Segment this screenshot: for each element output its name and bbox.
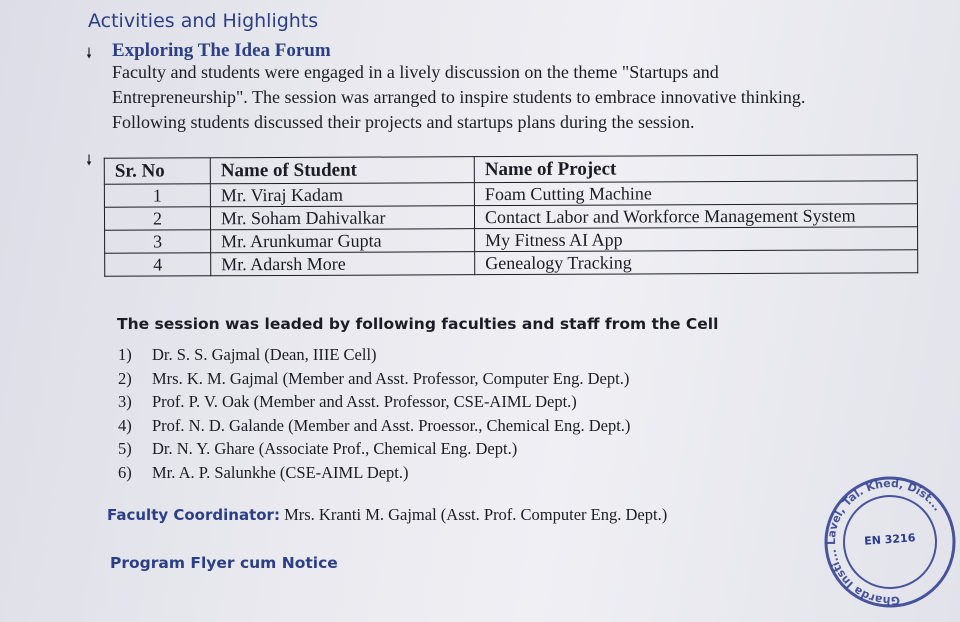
faculty-coordinator: Faculty Coordinator: Mrs. Kranti M. Gajmal (Asst. Prof. Computer Eng. Dept.) — [107, 505, 668, 524]
list-item — [118, 390, 630, 414]
cell-student: Mr. Soham Dahivalkar — [210, 206, 474, 230]
list-number: 2) — [118, 368, 132, 388]
table-header-row — [104, 155, 917, 185]
coordinator-value: Mrs. Kranti M. Gajmal (Asst. Prof. Computer Eng. Dept.) — [284, 505, 668, 524]
table-row — [105, 250, 918, 277]
faculty-entry: Prof. P. V. Oak (Member and Asst. Professor, CSE-AIML Dept.) — [152, 392, 577, 411]
faculty-entry: Prof. N. D. Galande (Member and Asst. Proessor., Chemical Eng. Dept.) — [152, 415, 631, 435]
subheading: Exploring The Idea Forum — [112, 40, 331, 61]
paragraph-line: Following students discussed their projects and startups plans during the session. — [112, 112, 695, 132]
bullet-arrow-icon: 🠗 — [86, 153, 93, 169]
list-number: 3) — [118, 392, 132, 411]
cell-project: Foam Cutting Machine — [474, 181, 917, 206]
coordinator-label: Faculty Coordinator — [107, 506, 274, 524]
intro-paragraph — [112, 60, 922, 135]
cell-sr: 4 — [105, 253, 211, 276]
header-student-name: Name of Student — [210, 157, 474, 184]
faculty-entry: Dr. S. S. Gajmal (Dean, IIIE Cell) — [152, 345, 377, 364]
session-heading: The session was leaded by following faculties and staff from the Cell — [117, 315, 719, 333]
stamp-code: EN 3216 — [863, 531, 916, 548]
list-item — [118, 343, 630, 367]
faculty-entry: Dr. N. Y. Ghare (Associate Prof., Chemical Eng. Dept.) — [152, 439, 518, 458]
faculty-entry: Mr. A. P. Salunkhe (CSE-AIML Dept.) — [152, 462, 409, 482]
list-number: 4) — [118, 415, 132, 435]
header-sr-no: Sr. No — [104, 158, 210, 184]
cell-project: Contact Labor and Workforce Management System — [474, 204, 917, 229]
cell-sr: 1 — [104, 184, 210, 207]
list-number: 1) — [118, 345, 132, 364]
list-number: 5) — [118, 439, 132, 458]
list-number: 6) — [118, 462, 132, 482]
header-project-name: Name of Project — [474, 155, 917, 183]
section-title: Activities and Highlights — [88, 10, 319, 32]
faculty-list — [118, 343, 630, 484]
cell-project: Genealogy Tracking — [475, 250, 918, 275]
projects-table — [104, 154, 919, 277]
list-item — [118, 437, 630, 461]
list-item — [118, 367, 630, 391]
cell-sr: 2 — [104, 207, 210, 230]
bullet-arrow-icon: 🠗 — [86, 46, 93, 62]
stamp-seal-icon — [818, 470, 960, 612]
paragraph-line: Entrepreneurship". The session was arranged to inspire students to embrace innovative thinking. — [112, 87, 806, 107]
cell-student: Mr. Arunkumar Gupta — [211, 229, 475, 253]
cell-student: Mr. Viraj Kadam — [210, 183, 474, 207]
program-flyer-label: Program Flyer cum Notice — [110, 554, 338, 572]
cell-project: My Fitness AI App — [475, 227, 918, 252]
paragraph-line: Faculty and students were engaged in a lively discussion on the theme "Startups and — [112, 62, 719, 82]
stamp-ring-text: Gharda Insti... Lavel, Tal. Khed, Dist... — [824, 476, 945, 608]
cell-student: Mr. Adarsh More — [211, 252, 475, 276]
cell-sr: 3 — [105, 230, 211, 253]
faculty-entry: Mrs. K. M. Gajmal (Member and Asst. Professor, Computer Eng. Dept.) — [152, 368, 630, 388]
list-item — [118, 461, 630, 485]
list-item — [118, 414, 630, 438]
